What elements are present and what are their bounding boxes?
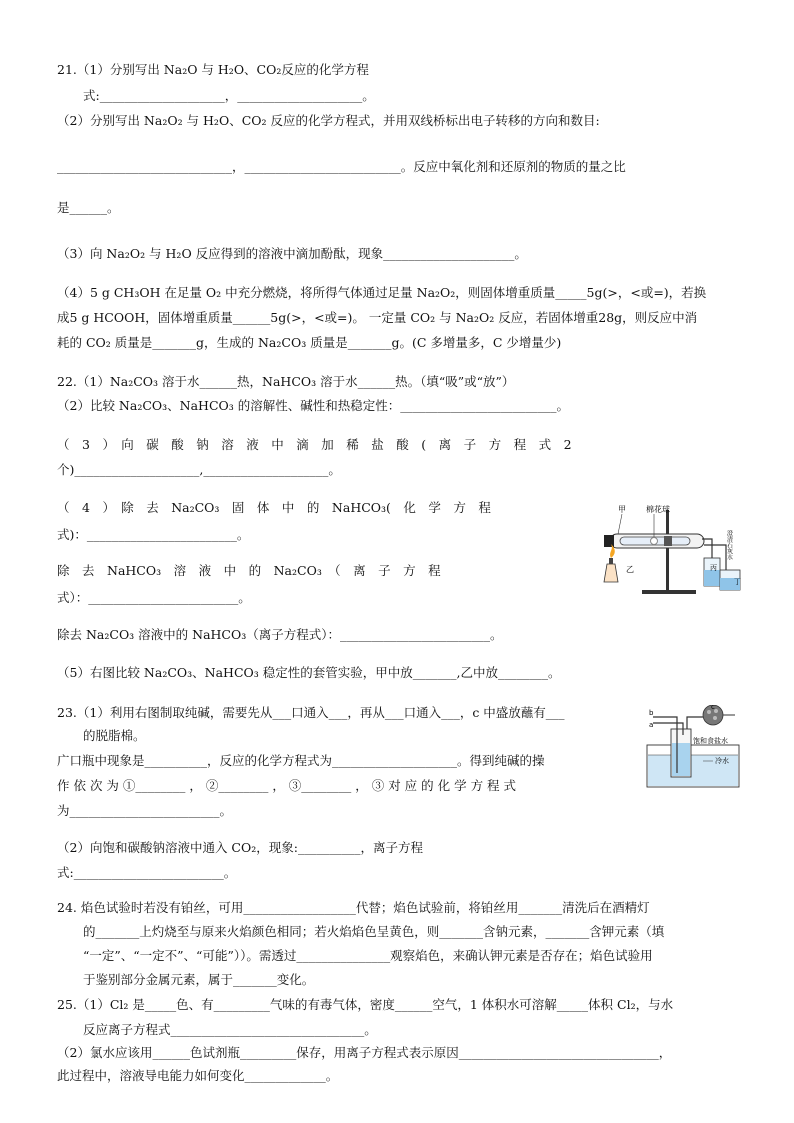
- q23-line-1: 23.（1）利用右图制取纯碱，需要先从___口通入___，再从___口通入___，c 中盛放蘸有___: [57, 705, 565, 720]
- q22-line-4: 个)____________________,____________________。: [57, 462, 341, 477]
- q25-line-3: （2）氯水应该用______色试剂瓶_________保存，用离子方程式表示原因________________________________，: [57, 1045, 672, 1060]
- q25-line-2: 反应离子方程式_______________________________。: [83, 1022, 377, 1037]
- q23-line-7: 式:________________________。: [57, 865, 237, 880]
- q23-line-5: 为________________________。: [57, 803, 233, 818]
- q24-line-4: 于鉴别部分金属元素，属于_______变化。: [83, 972, 315, 987]
- q21-line-6: （3）向 Na₂O₂ 与 H₂O 反应得到的溶液中滴加酚酞，现象_____________________。: [57, 246, 527, 261]
- q21-line-3: （2）分别写出 Na₂O₂ 与 H₂O、CO₂ 反应的化学方程式，并用双线桥标出电子转移的方向和数目:: [57, 113, 600, 128]
- q21-line-7: （4）5 g CH₃OH 在足量 O₂ 中充分燃烧，将所得气体通过足量 Na₂O₂，则固体增重质量_____5g(>，<或=)，若换: [57, 285, 707, 300]
- q24-line-2: 的_______上灼烧至与原来火焰颜色相同；若火焰焰色呈黄色，则_______含钠元素，_______含钾元素（填: [83, 924, 665, 939]
- q22-line-8: 式）：________________________。: [57, 590, 251, 605]
- q23-line-3: 广口瓶中现象是__________，反应的化学方程式为____________________。得到纯碱的操: [57, 753, 545, 768]
- q25-line-4: 此过程中，溶液导电能力如何变化_____________。: [57, 1068, 339, 1083]
- label-mianhua: 棉花球: [646, 505, 670, 514]
- soda-ash-apparatus-figure: [643, 705, 743, 791]
- label-bing: 丙: [710, 564, 717, 572]
- q25-line-1: 25.（1）Cl₂ 是_____色、有_________气味的有毒气体，密度______空气，1 体积水可溶解_____体积 Cl₂，与水: [57, 997, 674, 1012]
- q22-line-3: （ 3 ） 向 碳 酸 钠 溶 液 中 滴 加 稀 盐 酸 ( 离 子 方 程 式 2: [57, 437, 572, 452]
- q24-line-3: “一定”、“一定不”、“可能”））。需透过_______________观察焰色，来确认钾元素是否存在；焰色试验用: [83, 948, 653, 963]
- q24-line-1: 24. 焰色试验时若没有铂丝，可用__________________代替；焰色试验前，将铂丝用_______清洗后在酒精灯: [57, 900, 650, 915]
- q21-line-1: 21.（1）分别写出 Na₂O 与 H₂O、CO₂反应的化学方程: [57, 62, 369, 77]
- label-brine: 饱和食盐水: [693, 737, 728, 745]
- q22-line-6: 式)：________________________。: [57, 527, 250, 542]
- label-b: b: [649, 709, 654, 717]
- q22-line-1: 22.（1）Na₂CO₃ 溶于水______热，NaHCO₃ 溶于水______热。（填“吸”或“放”）: [57, 374, 515, 389]
- label-cold-water: 冷水: [715, 757, 729, 765]
- q21-line-8: 成5 g HCOOH，固体增重质量______5g(>，<或=)。 一定量 CO₂ 与 Na₂O₂ 反应，若固体增重28g，则反应中消: [57, 310, 698, 325]
- q21-line-2: 式:____________________，____________________。: [83, 88, 375, 103]
- sleeve-tube-apparatus-figure: [598, 500, 746, 600]
- q23-line-2: 的脱脂棉。: [83, 728, 146, 743]
- q21-line-4: ____________________________，_________________________。反应中氧化剂和还原剂的物质的量之比: [57, 159, 626, 174]
- label-limewater: 澄清石灰水: [725, 530, 733, 560]
- label-ding: 丁: [734, 578, 741, 586]
- q22-line-5: （ 4 ） 除 去 Na₂CO₃ 固 体 中 的 NaHCO₃( 化 学 方 程: [57, 500, 491, 515]
- label-yi: 乙: [626, 565, 634, 574]
- q22-line-7: 除 去 NaHCO₃ 溶 液 中 的 Na₂CO₃ （ 离 子 方 程: [57, 563, 441, 578]
- label-jia: 甲: [618, 505, 626, 514]
- label-a: a: [649, 721, 654, 729]
- q22-line-2: （2）比较 Na₂CO₃、NaHCO₃ 的溶解性、碱性和热稳定性：_________________________。: [57, 398, 569, 413]
- q21-line-5: 是______。: [57, 200, 120, 215]
- q22-line-9: 除去 Na₂CO₃ 溶液中的 NaHCO₃（离子方程式）：________________________。: [57, 627, 503, 642]
- q22-line-10: （5）右图比较 Na₂CO₃、NaHCO₃ 稳定性的套管实验，甲中放_______,乙中放________。: [57, 665, 561, 680]
- q21-line-9: 耗的 CO₂ 质量是_______g，生成的 Na₂CO₃ 质量是_______g。(C 多增量多，C 少增量少): [57, 335, 562, 350]
- label-c: c: [711, 705, 715, 711]
- q23-line-4: 作 依 次 为 ①________ ， ②________ ， ③________ ， ③ 对 应 的 化 学 方 程 式: [57, 778, 517, 793]
- q23-line-6: （2）向饱和碳酸钠溶液中通入 CO₂，现象:__________，离子方程: [57, 840, 423, 855]
